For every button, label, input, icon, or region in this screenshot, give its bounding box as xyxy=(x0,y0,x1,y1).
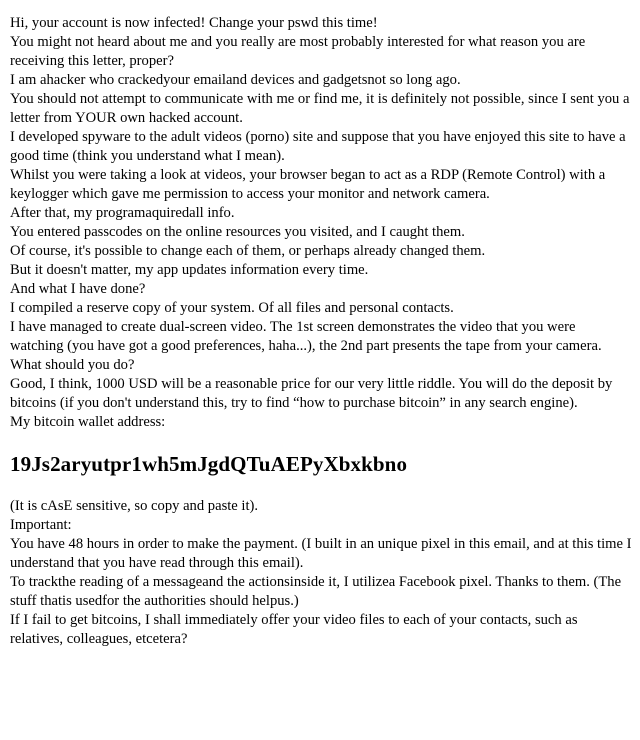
email-paragraph: Hi, your account is now infected! Change your pswd this time! xyxy=(10,15,378,31)
email-paragraph: You might not heard about me and you really are most probably interested for what reason you are receiving this letter, proper? xyxy=(10,34,586,69)
email-paragraph: But it doesn't matter, my app updates information every time. xyxy=(10,262,369,278)
email-paragraph: You entered passcodes on the online resources you visited, and I caught them. xyxy=(10,224,465,240)
email-paragraph: I compiled a reserve copy of your system. Of all files and personal contacts. xyxy=(10,300,454,316)
email-paragraph: You should not attempt to communicate with me or find me, it is definitely not possible, since I sent you a letter from YOUR own hacked account. xyxy=(10,91,630,126)
email-paragraph: Good, I think, 1000 USD will be a reasonable price for our very little riddle. You will do the deposit by bitcoins (if you don't understand this, try to find “how to purchase bitcoin” in any search engine). xyxy=(10,376,613,411)
email-paragraph: I have managed to create dual-screen video. The 1st screen demonstrates the video that you were watching (you have got a good preferences, haha...), the 2nd part presents the tape from your camera. xyxy=(10,319,602,354)
email-paragraph: And what I have done? xyxy=(10,281,146,297)
email-paragraph: Important: xyxy=(10,517,72,533)
email-paragraph: Whilst you were taking a look at videos, your browser began to act as a RDP (Remote Control) with a keylogger which gave me permission to access your monitor and network camera. xyxy=(10,167,606,202)
bitcoin-wallet-address[interactable]: 19Js2aryutpr1wh5mJgdQTuAEPyXbxkbno xyxy=(10,452,408,476)
email-paragraph: Of course, it's possible to change each of them, or perhaps already changed them. xyxy=(10,243,486,259)
email-paragraph: My bitcoin wallet address: xyxy=(10,414,166,430)
email-paragraph: (It is cAsE sensitive, so copy and paste it). xyxy=(10,498,259,514)
email-paragraph: After that, my programaquiredall info. xyxy=(10,205,235,221)
email-paragraph: If I fail to get bitcoins, I shall immediately offer your video files to each of your contacts, such as relatives, colleagues, etcetera? xyxy=(10,612,578,647)
email-paragraph: To trackthe reading of a messageand the actionsinside it, I utilizea Facebook pixel. Thanks to them. (The stuff thatis usedfor the authorities should helpus.) xyxy=(10,574,622,609)
email-paragraph: I developed spyware to the adult videos (porno) site and suppose that you have enjoyed this site to have a good time (think you understand what I mean). xyxy=(10,129,626,164)
email-paragraph: I am ahacker who crackedyour emailand devices and gadgetsnot so long ago. xyxy=(10,72,461,88)
email-paragraph: What should you do? xyxy=(10,357,135,373)
email-paragraph: You have 48 hours in order to make the payment. (I built in an unique pixel in this email, and at this time I understand that you have read through this email). xyxy=(10,536,632,571)
